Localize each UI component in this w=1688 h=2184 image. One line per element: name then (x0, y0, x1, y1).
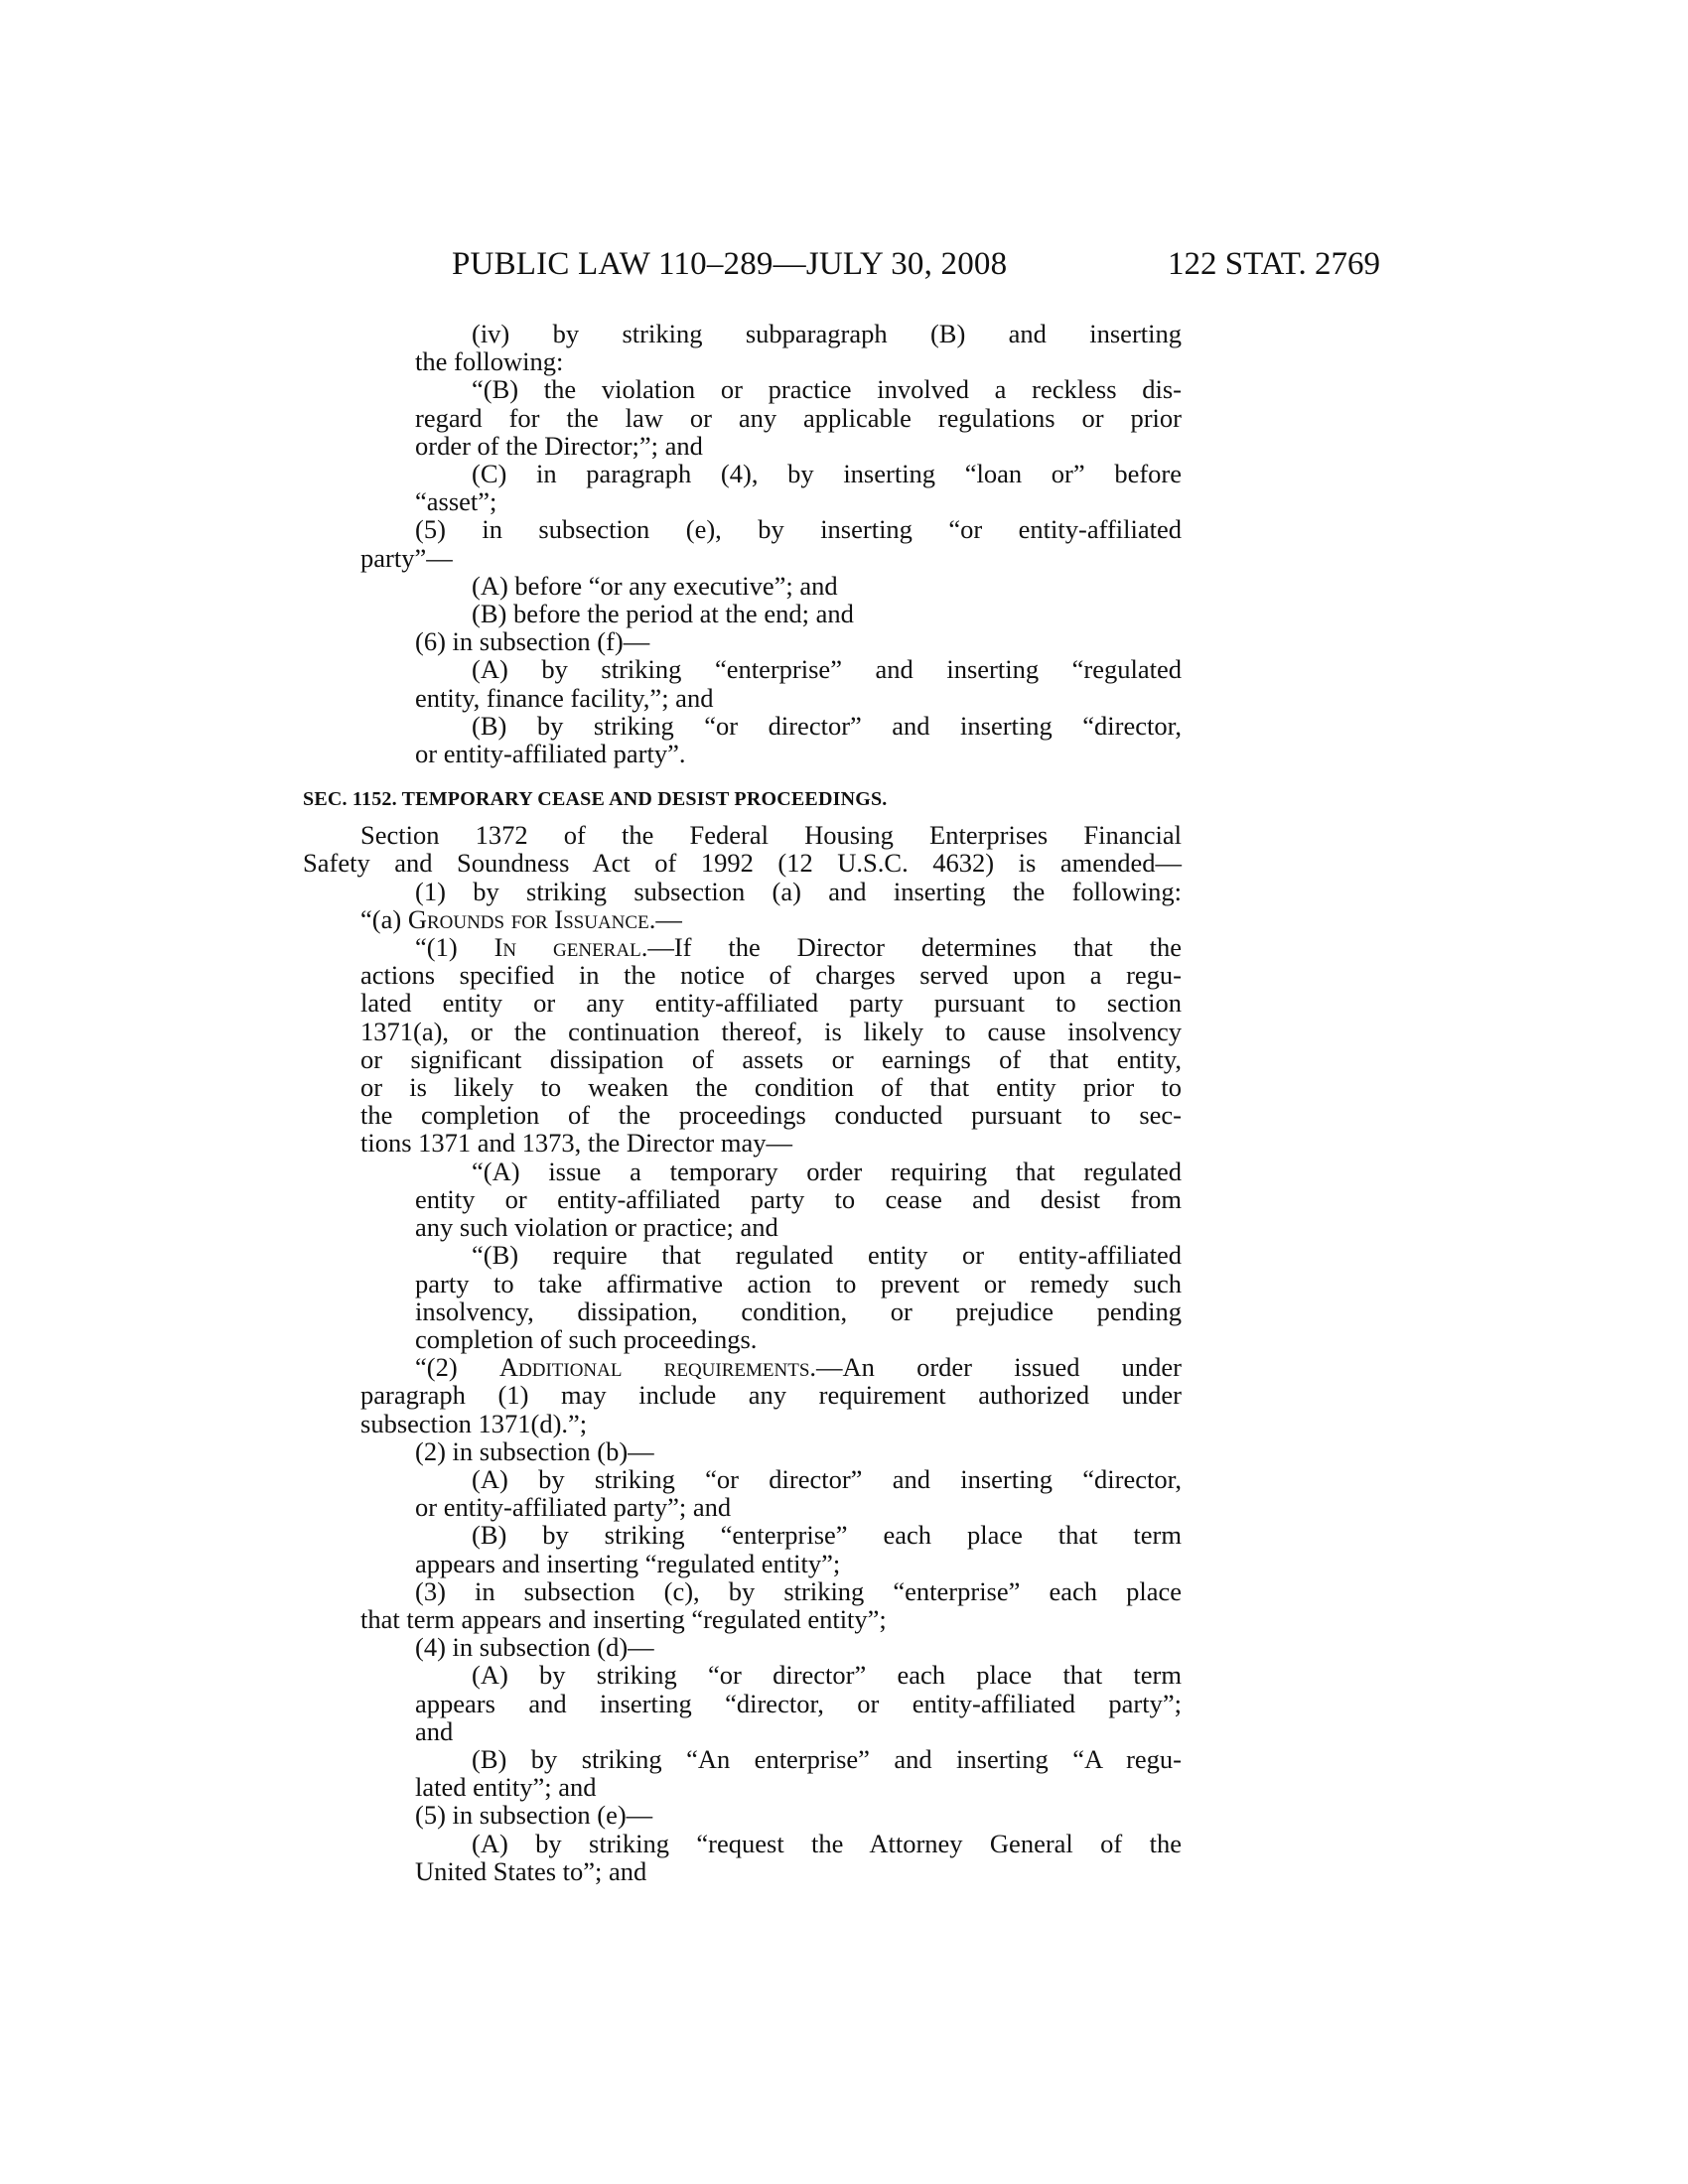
section-heading: SEC. 1152. TEMPORARY CEASE AND DESIST PROCEEDINGS. (303, 788, 888, 811)
text-line: appears and inserting “regulated entity”; (415, 1548, 841, 1578)
text-line: “(A) issue a temporary order requiring that regulated (472, 1156, 1182, 1186)
text-line: (A) by striking “enterprise” and inserting “regulated (472, 654, 1182, 685)
text-line: or entity-affiliated party”. (415, 739, 686, 769)
text-line: Safety and Soundness Act of 1992 (12 U.S.C. 4632) is amended— (303, 848, 1182, 879)
text-line: or is likely to weaken the condition of that entity prior to (360, 1072, 1182, 1103)
page-header (452, 244, 1380, 294)
text-line (303, 933, 1182, 961)
text-line: (B) by striking “enterprise” each place that term (472, 1520, 1182, 1551)
subsection-caption: Grounds for Issuance (407, 903, 649, 934)
text-line: “(B) the violation or practice involved a reckless dis- (472, 374, 1182, 405)
text-line: or significant dissipation of assets or earnings of that entity, (360, 1043, 1182, 1074)
running-head: PUBLIC LAW 110–289—JULY 30, 2008 (452, 246, 1008, 282)
text-line: completion of such proceedings. (415, 1323, 758, 1354)
paragraph-caption: In general (493, 932, 641, 963)
text-line: (6) in subsection (f)— (415, 626, 650, 657)
text-line: (1) by striking subsection (a) and inserting the following: (415, 876, 1182, 906)
paragraph-caption: Additional requirements (498, 1352, 810, 1383)
text-line: lated entity or any entity-affiliated party pursuant to section (360, 988, 1182, 1019)
text-line: (iv) by striking subparagraph (B) and inserting (472, 319, 1182, 348)
text-line: any such violation or practice; and (415, 1212, 778, 1243)
text-line: (B) by striking “An enterprise” and inserting “A regu- (472, 1743, 1182, 1774)
text-line: subsection 1371(d).”; (360, 1408, 588, 1438)
text-line: (B) before the period at the end; and (472, 599, 854, 629)
text-line (303, 1353, 1182, 1381)
text-line: (3) in subsection (c), by striking “enterprise” each place (415, 1575, 1182, 1606)
text-line: and (415, 1715, 454, 1746)
text-line: the completion of the proceedings conducted pursuant to sec- (360, 1100, 1182, 1131)
text-line: (A) by striking “or director” each place that term (472, 1660, 1182, 1691)
text-line (303, 905, 1182, 933)
text-line: that term appears and inserting “regulated entity”; (360, 1603, 887, 1634)
text-line: (A) before “or any executive”; and (472, 570, 838, 601)
text-line: (4) in subsection (d)— (415, 1632, 654, 1663)
text-line: actions specified in the notice of charges served upon a regu- (360, 960, 1182, 991)
text-line: entity or entity-affiliated party to cease and desist from (415, 1183, 1182, 1214)
text-line: regard for the law or any applicable regulations or prior (415, 402, 1182, 433)
text-line: “(B) require that regulated entity or entity-affiliated (472, 1240, 1182, 1271)
caption-text: .—If the Director determines that the (640, 932, 1183, 963)
statute-text (303, 320, 1182, 1885)
quote-open: “(2) (415, 1352, 499, 1383)
text-line: lated entity”; and (415, 1772, 597, 1803)
text-line: the following: (415, 346, 564, 377)
caption-text: .—An order issued under (809, 1352, 1182, 1383)
text-line: (5) in subsection (e)— (415, 1800, 653, 1831)
text-line: paragraph (1) may include any requirement authorized under (360, 1380, 1182, 1411)
text-line: (B) by striking “or director” and inserting “director, (472, 710, 1182, 741)
text-line: party to take affirmative action to prevent or remedy such (415, 1268, 1182, 1298)
text-line: entity, finance facility,”; and (415, 682, 714, 713)
text-line: or entity-affiliated party”; and (415, 1492, 732, 1523)
text-line: (5) in subsection (e), by inserting “or entity-affiliated (415, 514, 1182, 545)
text-line: order of the Director;”; and (415, 430, 703, 461)
text-line: Section 1372 of the Federal Housing Enterprises Financial (360, 820, 1182, 851)
text-line: insolvency, dissipation, condition, or prejudice pending (415, 1296, 1182, 1326)
quote-open: “(1) (415, 932, 494, 963)
text-line: (2) in subsection (b)— (415, 1435, 654, 1466)
text-line: United States to”; and (415, 1855, 647, 1886)
text-line: party”— (360, 542, 453, 573)
page-number: 122 STAT. 2769 (1167, 246, 1380, 282)
text-line: tions 1371 and 1373, the Director may— (360, 1128, 792, 1159)
text-line: “asset”; (415, 486, 497, 517)
quote-open: “(a) (360, 903, 408, 934)
caption-dash: .— (648, 903, 682, 934)
text-line: (A) by striking “or director” and inserting “director, (472, 1463, 1182, 1494)
text-line: 1371(a), or the continuation thereof, is likely to cause insolvency (360, 1016, 1182, 1046)
text-line: (A) by striking “request the Attorney General of the (472, 1828, 1182, 1858)
text-line: appears and inserting “director, or entity-affiliated party”; (415, 1688, 1182, 1718)
text-line: (C) in paragraph (4), by inserting “loan or” before (472, 459, 1182, 489)
